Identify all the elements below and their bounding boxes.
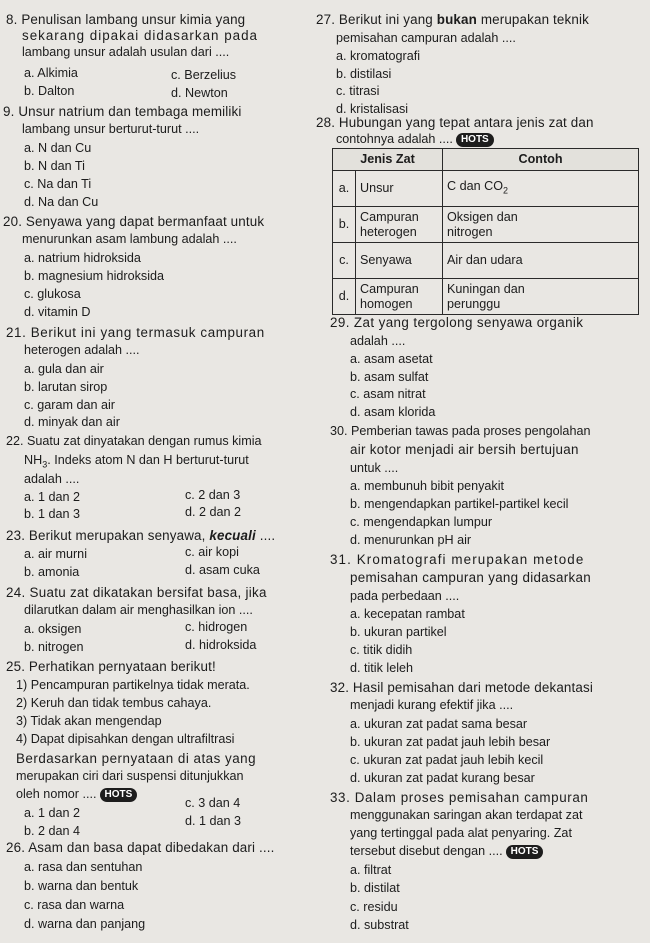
q30-option-b[interactable]: b. mengendapkan partikel-partikel kecil	[350, 497, 569, 511]
hots-badge: HOTS	[456, 133, 494, 147]
row-contoh-1: C dan CO	[447, 178, 503, 193]
q29-option-c[interactable]: c. asam nitrat	[350, 387, 426, 401]
q25-option-a[interactable]: a. 1 dan 2	[24, 806, 81, 820]
q27-option-b[interactable]: b. distilasi	[336, 67, 392, 81]
q32-option-c[interactable]: c. ukuran zat padat jauh lebih kecil	[350, 753, 544, 767]
q31-option-b[interactable]: b. ukuran partikel	[350, 625, 447, 639]
q32-option-d[interactable]: d. ukuran zat padat kurang besar	[350, 771, 535, 785]
q23-option-b[interactable]: b. amonia	[24, 565, 80, 579]
q25-stem-7	[16, 787, 137, 802]
row-jenis-1: Campuran	[360, 209, 419, 224]
row-jenis-1: Senyawa	[360, 253, 412, 267]
q23-option-a[interactable]: a. air murni	[24, 547, 87, 561]
row-jenis-2: heterogen	[360, 224, 417, 239]
q30-stem-1: 30. Pemberian tawas pada proses pengolahan	[330, 424, 591, 438]
row-contoh	[443, 243, 639, 279]
q19-stem-2: lambang unsur berturut-turut ....	[22, 122, 200, 136]
q22-formula: NH	[24, 453, 43, 467]
q20-option-a[interactable]: a. natrium hidroksida	[24, 251, 141, 265]
q32-stem-1: 32. Hasil pemisahan dari metode dekantasi	[330, 680, 593, 695]
q28-stem-1: 28. Hubungan yang tepat antara jenis zat dan	[316, 115, 594, 130]
q8-option-b[interactable]: b. Dalton	[24, 84, 75, 98]
q30-option-c[interactable]: c. mengendapkan lumpur	[350, 515, 493, 529]
q25-statement-2: 2) Keruh dan tidak tembus cahaya.	[16, 696, 212, 710]
row-jenis	[356, 171, 443, 207]
q32-option-a[interactable]: a. ukuran zat padat sama besar	[350, 717, 528, 731]
row-jenis	[356, 243, 443, 279]
row-contoh-2: perunggu	[447, 296, 501, 311]
q22-option-a[interactable]: a. 1 dan 2	[24, 490, 81, 504]
q29-option-a[interactable]: a. asam asetat	[350, 352, 433, 366]
q26-option-c[interactable]: c. rasa dan warna	[24, 898, 125, 912]
q26-option-a[interactable]: a. rasa dan sentuhan	[24, 860, 143, 874]
q31-option-a[interactable]: a. kecepatan rambat	[350, 607, 465, 621]
q28-table	[332, 148, 639, 315]
table-row[interactable]	[333, 207, 639, 243]
q29-stem-2: adalah ....	[350, 334, 406, 348]
q24-option-a[interactable]: a. oksigen	[24, 622, 82, 636]
row-jenis-2: homogen	[360, 296, 413, 311]
row-contoh	[443, 207, 639, 243]
row-letter: d.	[333, 279, 356, 315]
q23-stem-kecuali: kecuali	[209, 528, 256, 543]
q29-option-b[interactable]: b. asam sulfat	[350, 370, 429, 384]
q33-stem-4	[350, 844, 543, 859]
q21-stem-1: 21. Berikut ini yang termasuk campuran	[6, 325, 265, 340]
table-row[interactable]	[333, 171, 639, 207]
table-row[interactable]	[333, 243, 639, 279]
row-contoh-1: Oksigen dan	[447, 209, 518, 224]
q21-option-d[interactable]: d. minyak dan air	[24, 415, 120, 429]
q33-option-c[interactable]: c. residu	[350, 900, 398, 914]
hots-badge: HOTS	[506, 845, 544, 859]
table-header-row	[333, 149, 639, 171]
q19-option-b[interactable]: b. N dan Ti	[24, 159, 85, 173]
row-contoh-2: nitrogen	[447, 224, 493, 239]
q32-option-b[interactable]: b. ukuran zat padat jauh lebih besar	[350, 735, 551, 749]
q23-option-c[interactable]: c. air kopi	[185, 545, 239, 559]
q22-stem-2-rest: . Indeks atom N dan H berturut-turut	[47, 453, 249, 467]
q20-stem-1: 20. Senyawa yang dapat bermanfaat untuk	[3, 214, 265, 229]
q25-statement-3: 3) Tidak akan mengendap	[16, 714, 162, 728]
q26-stem: 26. Asam dan basa dapat dibedakan dari ....	[6, 840, 275, 855]
q25-option-c[interactable]: c. 3 dan 4	[185, 796, 241, 810]
q27-stem-2: pemisahan campuran adalah ....	[336, 31, 516, 45]
q27-option-a[interactable]: a. kromatografi	[336, 49, 420, 63]
hots-badge: HOTS	[100, 788, 138, 802]
row-contoh	[443, 171, 639, 207]
q27-option-d[interactable]: d. kristalisasi	[336, 102, 409, 116]
q33-stem-3: yang tertinggal pada alat penyaring. Zat	[350, 826, 572, 840]
row-contoh-sub: 2	[503, 185, 509, 196]
q31-stem-1: 31. Kromatografi merupakan metode	[330, 552, 585, 567]
q31-option-c[interactable]: c. titik didih	[350, 643, 413, 657]
table-header-jenis-zat: Jenis Zat	[333, 149, 443, 171]
row-contoh	[443, 279, 639, 315]
q23-stem	[6, 528, 275, 543]
q27-stem-c: merupakan teknik	[476, 12, 589, 27]
q33-stem-1: 33. Dalam proses pemisahan campuran	[330, 790, 589, 805]
q32-stem-2: menjadi kurang efektif jika ....	[350, 698, 514, 712]
q22-option-d[interactable]: d. 2 dan 2	[185, 505, 242, 519]
q33-option-b[interactable]: b. distilat	[350, 881, 400, 895]
q25-option-b[interactable]: b. 2 dan 4	[24, 824, 81, 838]
q22-formula-sub: 3	[42, 459, 48, 470]
q20-option-b[interactable]: b. magnesium hidroksida	[24, 269, 165, 283]
q30-stem-2: air kotor menjadi air bersih bertujuan	[350, 442, 579, 457]
q24-option-c[interactable]: c. hidrogen	[185, 620, 248, 634]
table-row[interactable]	[333, 279, 639, 315]
q21-option-a[interactable]: a. gula dan air	[24, 362, 104, 376]
q25-stem-5: Berdasarkan pernyataan di atas yang	[16, 751, 257, 766]
q22-stem-1: 22. Suatu zat dinyatakan dengan rumus kimia	[6, 434, 262, 448]
q19-option-a[interactable]: a. N dan Cu	[24, 141, 92, 155]
q8-option-a[interactable]: a. Alkimia	[24, 66, 78, 80]
q25-stem-6: merupakan ciri dari suspensi ditunjukkan	[16, 769, 244, 783]
q33-stem-4-text: tersebut disebut dengan ....	[350, 844, 503, 858]
q25-statement-4: 4) Dapat dipisahkan dengan ultrafiltrasi	[16, 732, 235, 746]
q27-option-c[interactable]: c. titrasi	[336, 84, 380, 98]
q31-stem-2: pemisahan campuran yang didasarkan	[350, 570, 591, 585]
q31-option-d[interactable]: d. titik leleh	[350, 661, 413, 675]
q24-stem-2: dilarutkan dalam air menghasilkan ion ....	[24, 603, 253, 617]
q27-stem-a: 27. Berikut ini yang	[316, 12, 437, 27]
row-jenis	[356, 279, 443, 315]
q33-option-d[interactable]: d. substrat	[350, 918, 409, 932]
q30-stem-3: untuk ....	[350, 461, 399, 475]
row-letter: c.	[333, 243, 356, 279]
row-jenis-1: Unsur	[360, 181, 394, 195]
q33-stem-2: menggunakan saringan akan terdapat zat	[350, 808, 583, 822]
q8-stem-3: lambang unsur adalah usulan dari ....	[22, 45, 230, 59]
q27-stem-bukan: bukan	[436, 12, 477, 27]
row-jenis-1: Campuran	[360, 281, 419, 296]
q30-option-d[interactable]: d. menurunkan pH air	[350, 533, 472, 547]
table-header-contoh: Contoh	[443, 149, 639, 171]
q8-stem-1: 8. Penulisan lambang unsur kimia yang	[6, 12, 246, 27]
q20-option-c[interactable]: c. glukosa	[24, 287, 81, 301]
q24-option-d[interactable]: d. hidroksida	[185, 638, 257, 652]
q28-stem-2	[336, 132, 494, 147]
q19-stem-1: 9. Unsur natrium dan tembaga memiliki	[3, 104, 242, 119]
q19-option-c[interactable]: c. Na dan Ti	[24, 177, 92, 191]
q29-option-d[interactable]: d. asam klorida	[350, 405, 436, 419]
q33-option-a[interactable]: a. filtrat	[350, 863, 392, 877]
q26-option-d[interactable]: d. warna dan panjang	[24, 917, 146, 931]
q25-stem-7-text: oleh nomor ....	[16, 787, 97, 801]
q24-option-b[interactable]: b. nitrogen	[24, 640, 84, 654]
row-letter: a.	[333, 171, 356, 207]
q31-stem-3: pada perbedaan ....	[350, 589, 460, 603]
q8-option-c[interactable]: c. Berzelius	[171, 68, 237, 82]
q24-stem-1: 24. Suatu zat dikatakan bersifat basa, jika	[6, 585, 267, 600]
row-jenis	[356, 207, 443, 243]
row-contoh-1: Kuningan dan	[447, 281, 525, 296]
q25-stem: 25. Perhatikan pernyataan berikut!	[6, 659, 216, 674]
q30-option-a[interactable]: a. membunuh bibit penyakit	[350, 479, 505, 493]
q23-stem-c: ....	[255, 528, 276, 543]
q21-stem-2: heterogen adalah ....	[24, 343, 140, 357]
q27-stem-1	[316, 12, 589, 27]
q8-option-d[interactable]: d. Newton	[171, 86, 228, 100]
q23-option-d[interactable]: d. asam cuka	[185, 563, 260, 577]
q21-option-b[interactable]: b. larutan sirop	[24, 380, 108, 394]
q21-option-c[interactable]: c. garam dan air	[24, 398, 115, 412]
q22-option-c[interactable]: c. 2 dan 3	[185, 488, 241, 502]
q23-stem-a: 23. Berikut merupakan senyawa,	[6, 528, 210, 543]
row-contoh-1: Air dan udara	[447, 253, 523, 267]
q8-stem-2: sekarang dipakai didasarkan pada	[22, 28, 258, 43]
q25-statement-1: 1) Pencampuran partikelnya tidak merata.	[16, 678, 250, 692]
q29-stem-1: 29. Zat yang tergolong senyawa organik	[330, 315, 584, 330]
q26-option-b[interactable]: b. warna dan bentuk	[24, 879, 139, 893]
q20-option-d[interactable]: d. vitamin D	[24, 305, 91, 319]
q25-option-d[interactable]: d. 1 dan 3	[185, 814, 242, 828]
q28-stem-2-text: contohnya adalah ....	[336, 132, 453, 146]
q20-stem-2: menurunkan asam lambung adalah ....	[22, 232, 237, 246]
q22-stem-3: adalah ....	[24, 472, 80, 486]
q22-stem-2	[24, 453, 249, 473]
row-letter: b.	[333, 207, 356, 243]
q22-option-b[interactable]: b. 1 dan 3	[24, 507, 81, 521]
q19-option-d[interactable]: d. Na dan Cu	[24, 195, 99, 209]
